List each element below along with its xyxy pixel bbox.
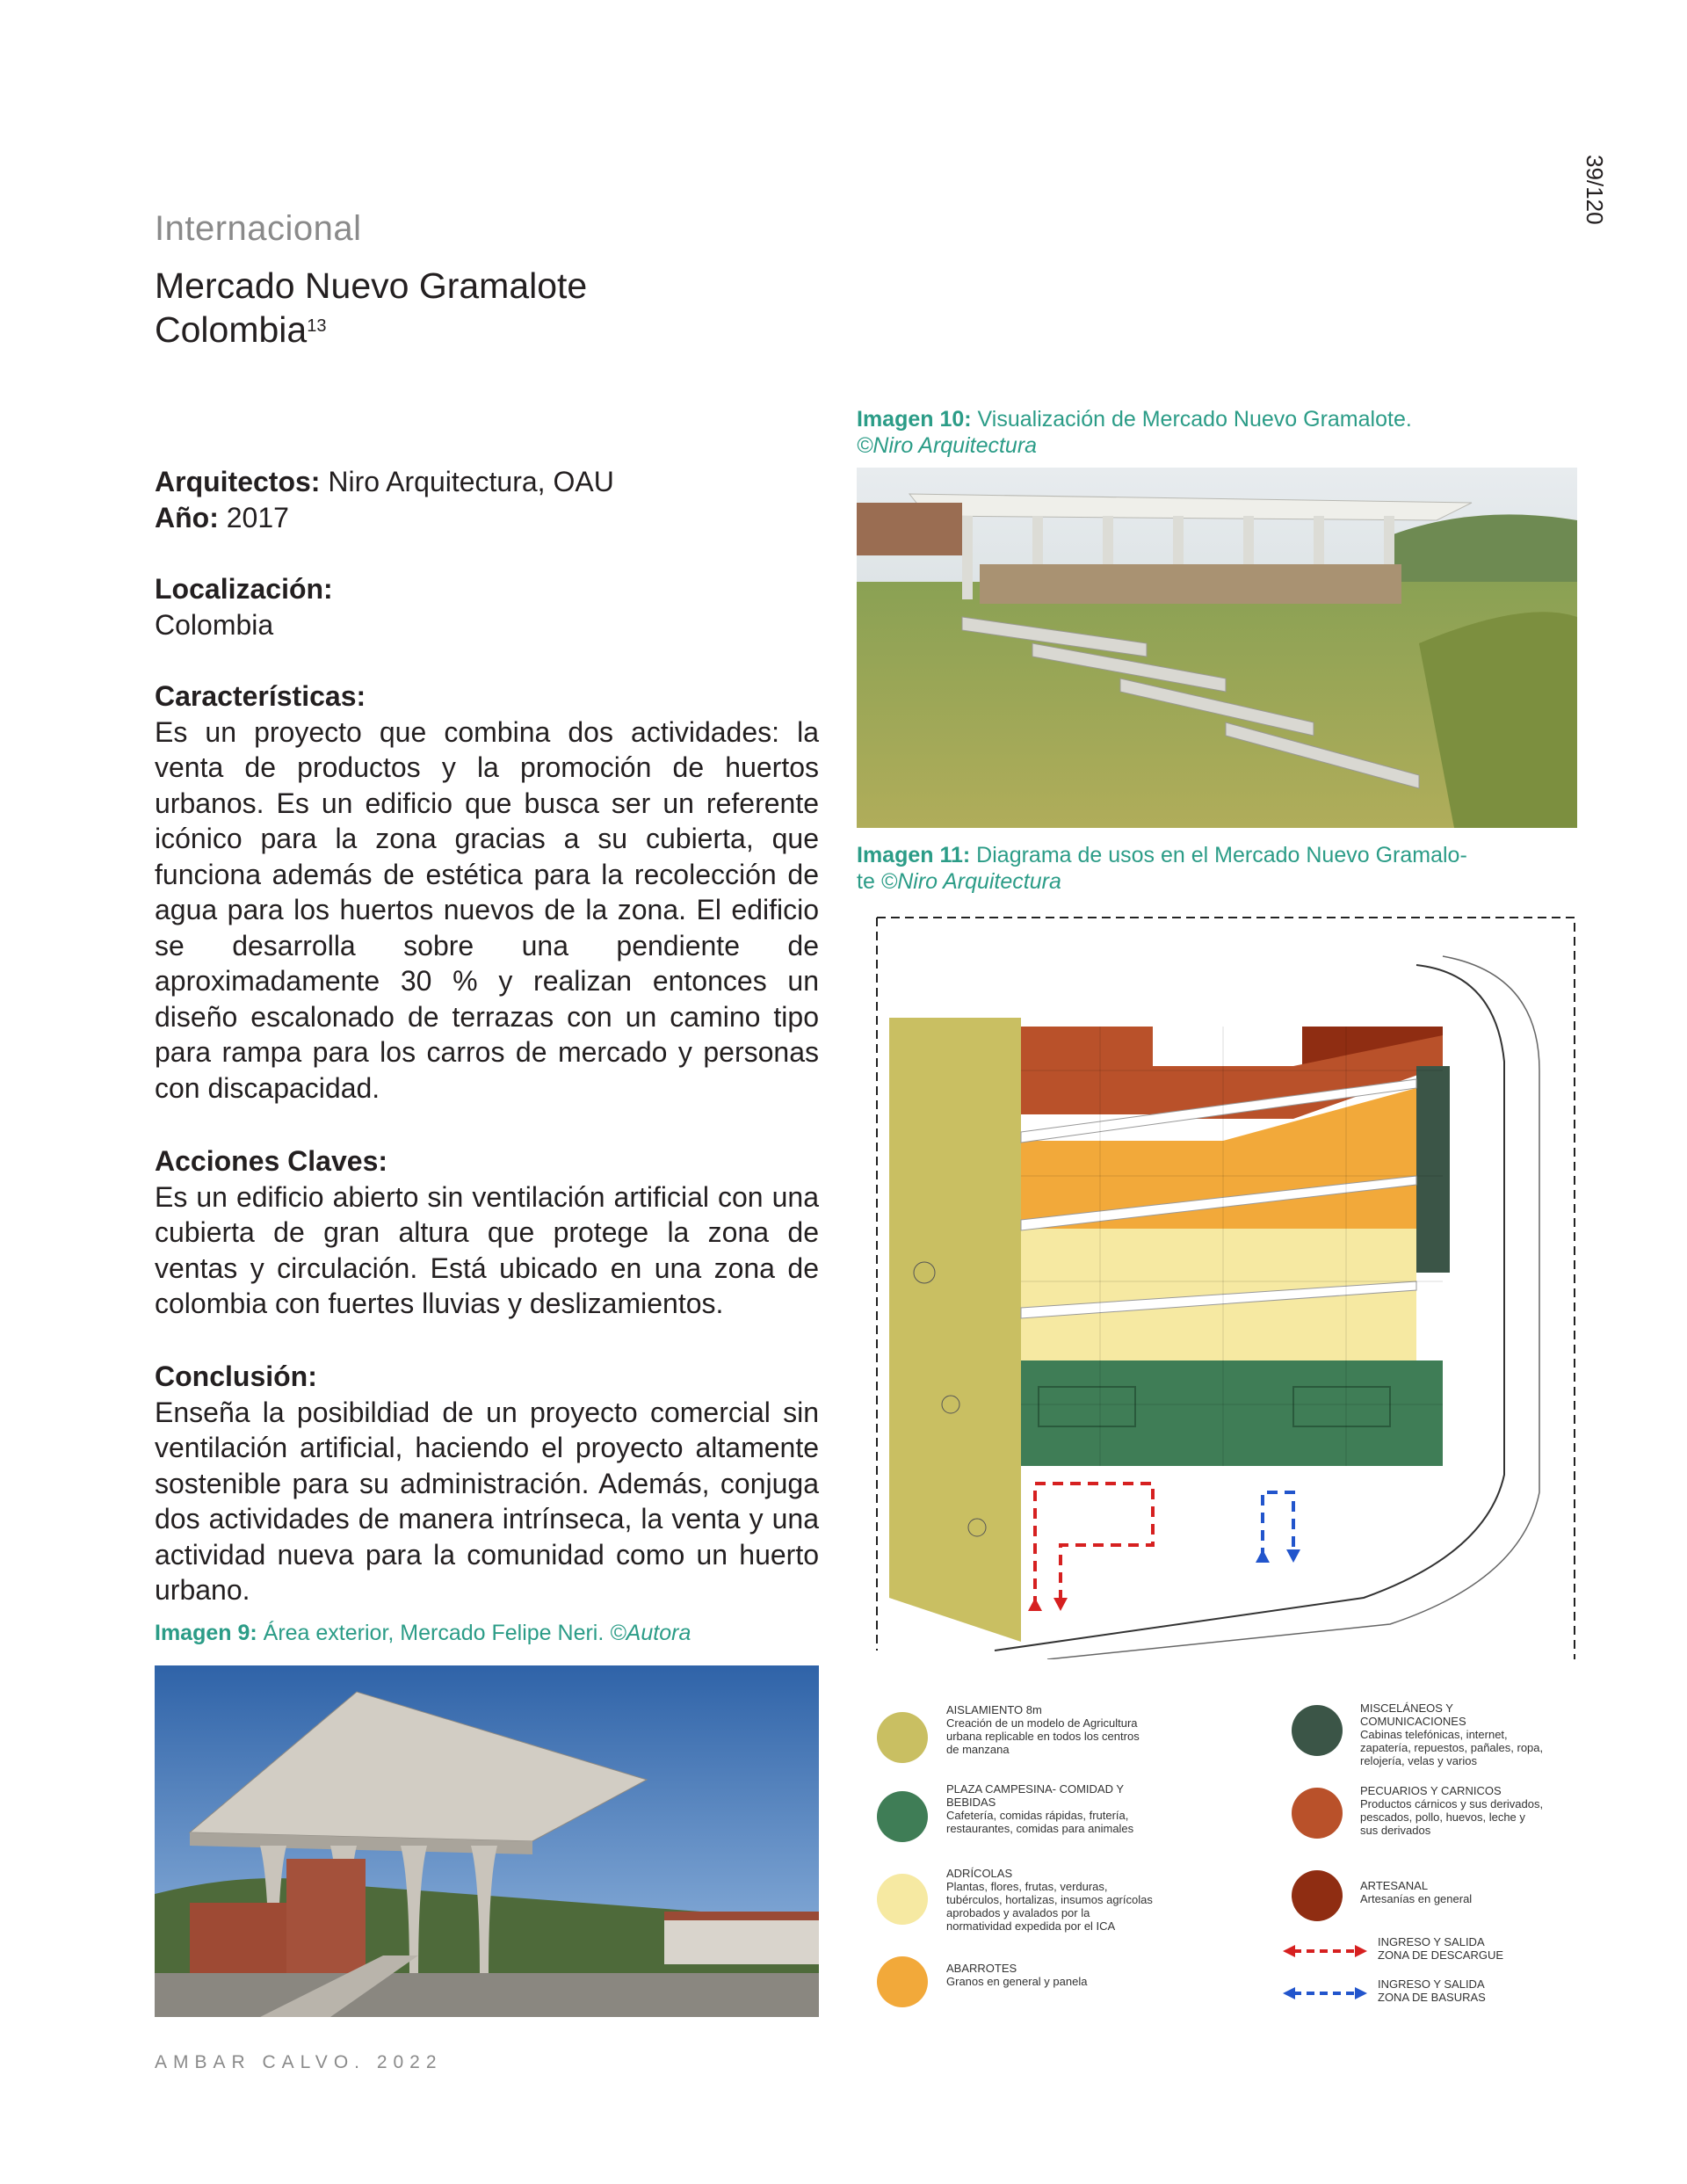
legend-misc [1360,1701,1553,1767]
legend-agricolas-desc: Plantas, flores, frutas, verduras, tubérculos, hortalizas, insumos agrícolas aprobados y avalados por la normatividad expedida por el ICA [946,1880,1153,1933]
legend-dot-artesanal [1292,1870,1343,1921]
legend-aislamiento-title: AISLAMIENTO 8m [946,1703,1042,1716]
image9-caption [155,1620,691,1646]
market-render-illustration [857,468,1577,828]
legend-plaza-title: PLAZA CAMPESINA- COMIDAD Y BEBIDAS [946,1782,1124,1809]
image9-credit: ©Autora [610,1621,691,1645]
caracteristicas-text: Es un proyecto que combina dos actividades: la venta de productos y la promoción de huertos urbanos. Es un edificio que busca ser un referente icónico para la zona gracias a su cubierta, que funciona además de estética para la recolección de agua para los huertos nuevos de la zona. El edificio se desarrolla sobre una pendiente de aproximadamente 30 % y realizan entonces un diseño escalonado de terrazas con un camino tipo para rampa para los carros de mercado y personas con discapacidad. [155,715,819,1104]
acciones-text: Es un edificio abierto sin ventilación artificial con una cubierta de gran altura que protege la zona de ventas y circulación. Está ubicado en una zona de colombia con fuertes lluvias y deslizamientos. [155,1180,819,1319]
legend-dot-misc [1292,1705,1343,1756]
image11-text2: te [857,869,881,894]
image10-credit: ©Niro Arquitectura [857,433,1038,458]
legend-aislamiento [946,1703,1148,1756]
image10-line1 [857,406,1551,432]
arquitectos-value: Niro Arquitectura, OAU [320,466,614,497]
image10-caption [857,406,1551,459]
legend-abarrotes-title: ABARROTES [946,1962,1017,1975]
legend-agricolas [946,1867,1157,1933]
localizacion-value: Colombia [155,608,274,641]
legend-artesanal-desc: Artesanías en general [1360,1892,1473,1905]
image9-photo [155,1665,819,2017]
anio-line [155,500,819,536]
section-label: Internacional [155,209,362,248]
image11-caption [857,842,1551,895]
localizacion-block [155,571,819,642]
info-block [155,464,819,535]
image11-text: Diagrama de usos en el Mercado Nuevo Gramalo- [970,843,1467,867]
usage-diagram [872,912,1578,1659]
anio-label: Año: [155,501,219,533]
acciones-label: Acciones Claves: [155,1145,388,1177]
acciones-block [155,1143,819,1322]
legend-dot-pecuarios [1292,1788,1343,1839]
image11-line1 [857,842,1551,868]
title-line-2 [155,308,587,352]
arquitectos-label: Arquitectos: [155,466,321,497]
zone-aislamiento [889,1018,1021,1642]
image11-label: Imagen 11: [857,843,971,867]
image11-line2 [857,868,1551,895]
legend-basuras-l1: INGRESO Y SALIDA [1378,1977,1485,1991]
zone-misc [1416,1066,1450,1273]
footnote-ref: 13 [307,316,327,336]
descargue-arrow-icon [1281,1942,1369,1960]
page-title [155,264,587,352]
legend-artesanal-title: ARTESANAL [1360,1879,1429,1892]
title-line-1: Mercado Nuevo Gramalote [155,265,588,306]
legend-basuras [1378,1977,1553,2004]
legend-aislamiento-desc: Creación de un modelo de Agricultura urbana replicable en todos los centros de manzana [946,1716,1140,1756]
footer-author: AMBAR CALVO. 2022 [155,2052,443,2072]
arquitectos-line [155,464,819,500]
legend-abarrotes [946,1962,1157,1988]
image11-credit: ©Niro Arquitectura [880,869,1061,894]
legend-pecuarios [1360,1784,1545,1837]
zone-plaza [1021,1360,1443,1466]
localizacion-label: Localización: [155,573,333,605]
legend-pecuarios-desc: Productos cárnicos y sus derivados, pescados, pollo, huevos, leche y sus derivados [1360,1797,1544,1837]
legend-dot-aislamiento [877,1712,928,1763]
title-country: Colombia [155,309,308,350]
legend-dot-abarrotes [877,1956,928,2007]
basuras-arrow-icon [1281,1984,1369,2002]
legend-dot-agricolas [877,1874,928,1925]
legend-descargue [1378,1935,1553,1962]
caracteristicas-block [155,678,819,1106]
market-photo-illustration [155,1665,819,2017]
image9-text: Área exterior, Mercado Felipe Neri. [257,1621,611,1645]
site-plan-svg [872,912,1578,1659]
legend-abarrotes-desc: Granos en general y panela [946,1975,1088,1988]
image10-photo [857,468,1577,828]
image9-label: Imagen 9: [155,1621,257,1645]
legend-basuras-l2: ZONA DE BASURAS [1378,1991,1486,2004]
conclusion-text: Enseña la posibildiad de un proyecto comercial sin ventilación artificial, haciendo el proyecto altamente sostenible para su administración. Además, conjuga dos actividades de manera intrínseca, la venta y una actividad nueva para la comunidad como un huerto urbano. [155,1396,819,1606]
legend-plaza-desc: Cafetería, comidas rápidas, frutería, restaurantes, comidas para animales [946,1809,1134,1835]
legend-dot-plaza [877,1791,928,1842]
caracteristicas-label: Características: [155,680,366,712]
legend-pecuarios-title: PECUARIOS Y CARNICOS [1360,1784,1502,1797]
anio-value: 2017 [218,501,289,533]
legend-misc-title: MISCELÁNEOS Y COMUNICACIONES [1360,1701,1466,1728]
legend-artesanal [1360,1879,1545,1905]
legend-plaza [946,1782,1157,1835]
page-number: 39/120 [1582,155,1608,225]
conclusion-label: Conclusión: [155,1360,317,1392]
image10-label: Imagen 10: [857,407,972,432]
image10-text: Visualización de Mercado Nuevo Gramalote. [971,407,1412,432]
conclusion-block [155,1359,819,1608]
legend-misc-desc: Cabinas telefónicas, internet, zapatería, repuestos, pañales, ropa, relojería, velas y varios [1360,1728,1544,1767]
legend-descargue-l1: INGRESO Y SALIDA [1378,1935,1485,1948]
legend-descargue-l2: ZONA DE DESCARGUE [1378,1948,1504,1962]
legend-agricolas-title: ADRÍCOLAS [946,1867,1013,1880]
